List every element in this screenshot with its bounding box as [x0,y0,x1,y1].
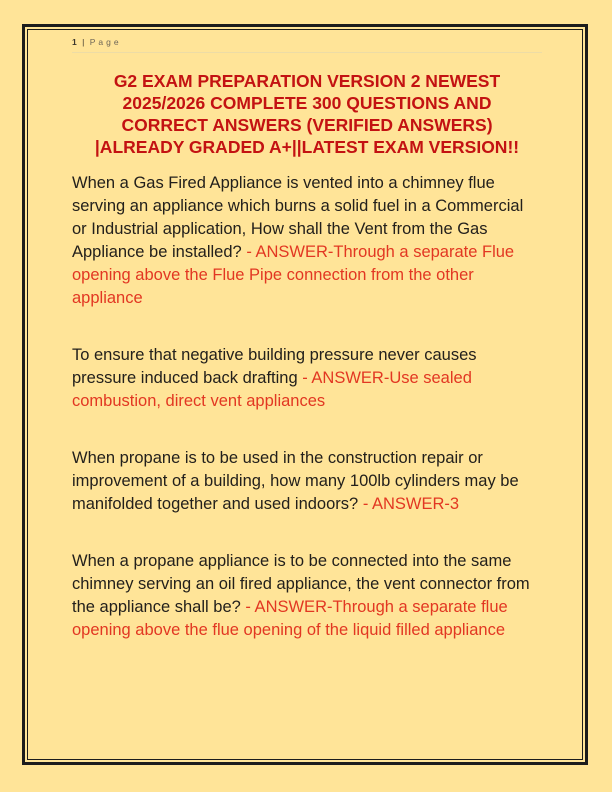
title-line-2: 2025/2026 COMPLETE 300 QUESTIONS AND [122,93,492,113]
qa-paragraph-1 [72,172,542,310]
page-number: 1 [72,37,78,47]
title-line-3: CORRECT ANSWERS (VERIFIED ANSWERS) [121,115,493,135]
qa-section [72,172,542,642]
answer-text: - ANSWER-Through a separate flue opening above the flue opening of the liquid filled appliance [72,598,508,639]
page-header [72,37,542,53]
page-header-label: Page [89,37,122,47]
document-title [72,70,542,158]
title-line-1: G2 EXAM PREPARATION VERSION 2 NEWEST [113,71,501,91]
qa-paragraph-2 [72,344,542,413]
page-content [28,30,582,759]
question-text: When a propane appliance is to be connected into the same chimney serving an oil fired appliance, the vent connector from the appliance shall be? [72,552,530,616]
question-text: To ensure that negative building pressure never causes pressure induced back drafting [72,346,477,387]
page-border-inner-line [27,29,583,760]
title-line-4: |ALREADY GRADED A+||LATEST EXAM VERSION!! [94,137,520,157]
answer-text: - ANSWER-Use sealed combustion, direct vent appliances [72,369,472,410]
question-text: When a Gas Fired Appliance is vented into a chimney flue serving an appliance which burns a solid fuel in a Commercial or Industrial application, How shall the Vent from the Gas Appliance be installed? [72,174,524,261]
answer-text: - ANSWER-3 [362,495,460,513]
page-border-frame [22,24,588,765]
answer-text: - ANSWER-Through a separate Flue opening above the Flue Pipe connection from the other appliance [72,243,515,307]
qa-paragraph-4 [72,550,542,642]
question-text: When propane is to be used in the construction repair or improvement of a building, how many 100lb cylinders may be manifolded together and used indoors? [72,449,519,513]
qa-paragraph-3 [72,447,542,516]
page-header-separator: | [82,37,86,47]
